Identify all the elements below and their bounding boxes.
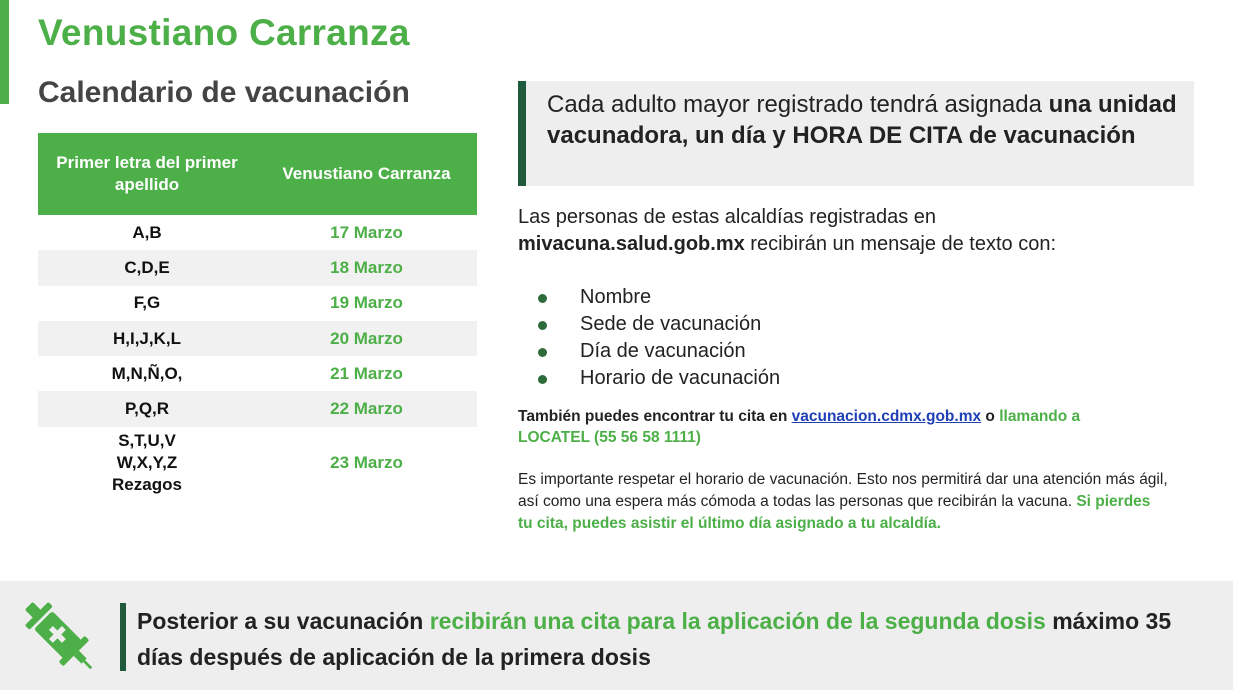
list-item-text: Horario de vacunación [580, 367, 781, 389]
syringe-icon [14, 591, 106, 683]
callout-plain: Cada adulto mayor registrado tendrá asignada [547, 91, 1049, 118]
schedule-notice [518, 469, 1168, 535]
notice-text: Es importante respetar el horario de vacunación. Esto nos permitirá dar una atención más ágil, así como una espera más cómoda a todas las personas que recibirán la vacuna. [518, 471, 1168, 510]
row-letters [38, 427, 256, 499]
sms-intro [518, 204, 1198, 258]
footer-accent-bar [120, 603, 126, 671]
intro-site: mivacuna.salud.gob.mx [518, 233, 745, 255]
list-item [538, 365, 780, 392]
second-dose-footer [0, 581, 1233, 690]
footer-part2: máximo 35 días después de aplicación de la primera dosis [137, 608, 1172, 670]
table-row [38, 286, 477, 321]
row-letters: F,G [133, 293, 161, 313]
row-date: 18 Marzo [256, 250, 477, 285]
bullet-dot-icon [538, 348, 547, 357]
list-item [538, 338, 780, 365]
cdmx-vaccination-link[interactable]: vacunacion.cdmx.gob.mx [791, 408, 982, 425]
intro-part2: recibirán un mensaje de texto con: [744, 233, 1057, 255]
letters-line: S,T,U,V [118, 430, 176, 450]
intro-part1: Las personas de estas alcaldías registradas en [518, 206, 937, 228]
alt-find-connector: o [981, 408, 1000, 425]
table-row [38, 215, 477, 250]
bullet-dot-icon [538, 294, 547, 303]
row-date: 23 Marzo [330, 452, 403, 472]
list-item-text: Día de vacunación [580, 340, 746, 362]
appointment-callout [518, 81, 1194, 186]
footer-part1: Posterior a su vacunación [137, 608, 430, 634]
page-subtitle: Calendario de vacunación [38, 76, 410, 109]
row-date: 19 Marzo [330, 293, 403, 313]
row-date: 20 Marzo [256, 321, 477, 356]
list-item-text: Sede de vacunación [580, 313, 762, 335]
list-item [538, 284, 780, 311]
row-date: 22 Marzo [256, 391, 477, 426]
page-title: Venustiano Carranza [38, 12, 410, 53]
row-date: 21 Marzo [330, 363, 403, 383]
row-letters: H,I,J,K,L [38, 321, 256, 356]
table-header-row [38, 133, 477, 215]
table-row [38, 391, 477, 426]
header-alcaldia: Venustiano Carranza [256, 133, 477, 215]
header-first-letter: Primer letra del primer apellido [38, 133, 256, 215]
alternative-lookup-text [518, 406, 1138, 448]
row-date: 17 Marzo [330, 222, 403, 242]
list-item-text: Nombre [580, 286, 652, 308]
row-letters: P,Q,R [38, 391, 256, 426]
alt-find-text: También puedes encontrar tu cita en [518, 408, 792, 425]
callout-text [547, 89, 1177, 151]
callout-accent-bar [518, 81, 526, 186]
left-accent-bar [0, 0, 9, 104]
sms-contents-list [538, 284, 780, 392]
locatel-phone: llamando a LOCATEL (55 56 58 1111) [518, 408, 1081, 446]
table-row [38, 356, 477, 391]
callout-bold: una unidad vacunadora, un día y HORA DE CITA de vacunación [547, 91, 1177, 149]
letters-line: Rezagos [112, 474, 182, 494]
row-letters: C,D,E [38, 250, 256, 285]
row-letters: M,N,Ñ,O, [111, 363, 183, 383]
footer-text [137, 603, 1217, 675]
bullet-dot-icon [538, 321, 547, 330]
table-row [38, 427, 477, 499]
bullet-dot-icon [538, 375, 547, 384]
vaccination-schedule-table [38, 133, 477, 499]
list-item [538, 311, 780, 338]
letters-line: W,X,Y,Z [116, 452, 178, 472]
table-row [38, 321, 477, 356]
row-letters: A,B [132, 222, 162, 242]
notice-missed-appointment: Si pierdes tu cita, puedes asistir el último día asignado a tu alcaldía. [518, 493, 1151, 532]
footer-second-dose: recibirán una cita para la aplicación de la segunda dosis [429, 608, 1046, 634]
table-row [38, 250, 477, 285]
